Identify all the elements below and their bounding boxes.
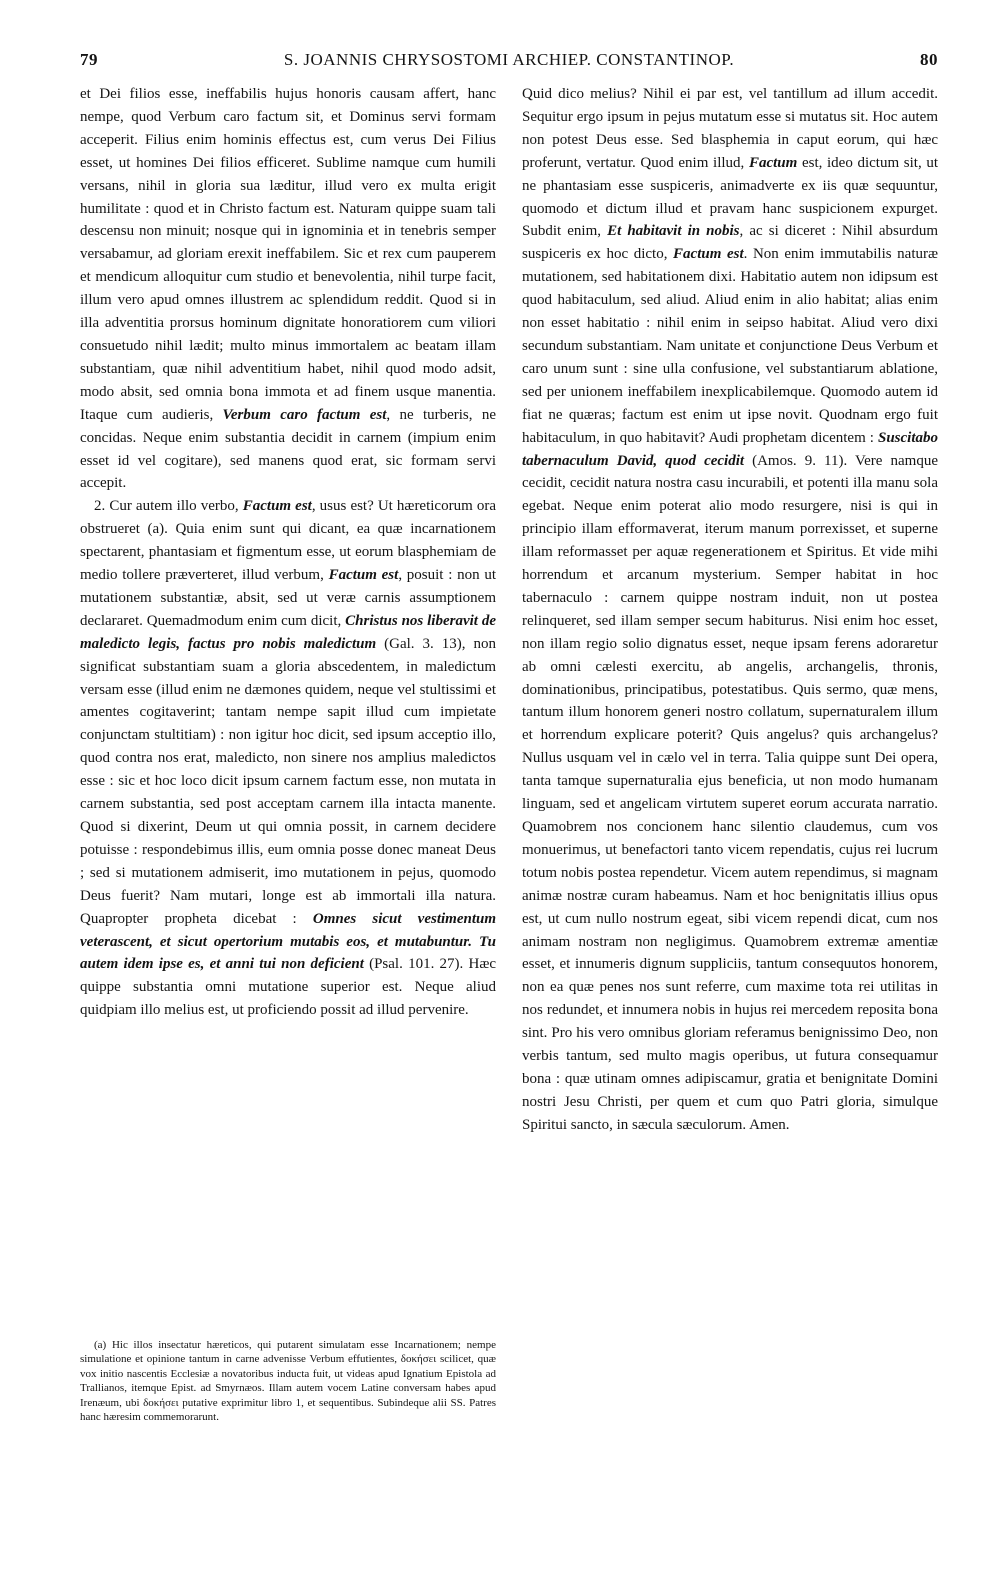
running-title: S. JOANNIS CHRYSOSTOMI ARCHIEP. CONSTANTINOP. (283, 50, 735, 69)
paragraph: Quid dico melius? Nihil ei par est, vel tantillum ad illum accedit. Sequitur ergo ipsum in pejus mutatum esse si mutatus sit. Hoc autem non potest Deus esse. Sed blasphemia in caput eorum, qui hæc proferunt, vertatur. Quod enim illud, Factum est, ideo dictum sit, ut ne phantasiam esse suspiceris, animadverte ex iis quæ sequuntur, quomodo et dictum illud et pravam hanc suspicionem expurget. Subdit enim, Et habitavit in nobis, ac si diceret : Nihil absurdum suspiceris ex hoc dicto, Factum est. Non enim immutabilis naturæ mutationem, sed habitationem dixi. Habitatio autem non idipsum est quod habitaculum, sed aliud. Aliud enim in alio habitat; alias enim non esset habitatio : nihil enim in seipso habitat. Aliud vero dixi secundum substantiam. Nam unitate et conjunctione Deus Verbum et caro unum sunt : sine ulla confusione, vel substantiarum ablatione, sed per unionem ineffabilem inexplicabilemque. Quomodo autem id fiat ne quæras; factum est enim ut ipse novit. Quodnam ergo fuit habitaculum, in quo habitavit? Audi prophetam dicentem : Suscitabo tabernaculum David, quod cecidit (Amos. 9. 11). Vere namque cecidit, cecidit natura nostra casu incurabili, et potenti illa manu sola egebat. Neque enim poterat alio modo resurgere, nisi is qui in principio illam efformaverat, iterum manum porrexisset, et superne illam reformasset per aquæ regenerationem et Spiritus. Et vide mihi horrendum et arcanum mysterium. Semper habitat in hoc tabernaculo : carnem quippe nostram induit, non ut postea relinqueret, sed illam semper secum habiturus. Nisi enim hoc esset, non illam regio solio dignatus esset, neque ipsam ferens adoraretur ab omni cælesti exercitu, ab angelis, archangelis, thronis, dominationibus, principatibus, potestatibus. Quis sermo, quæ mens, tantum illum honorem generi nostro collatum, supernaturalem illum et horrendum explicare poterit? Quis angelus? quis archangelus? Nullus usquam vel in cælo vel in terra. Talia quippe sunt Dei opera, tanta tamque supernaturalia ejus beneficia, ut non modo humanam linguam, sed et angelicam virtutem superet eorum accurata narratio. Quamobrem nos concionem hanc silentio claudemus, cum vos monuerimus, ut benefactori tanto vicem rependatis, cujus rei lucrum totum nobis postea rependetur. Vicem autem rependimus, si magnam animæ nostræ curam habeamus. Nam et hoc benignitatis illius opus est, ut cum nullo nostrum egeat, sibi vicem rependi dicat, cum nos animam nostram non negligimus. Quamobrem extremæ amentiæ esset, et innumeris dignum suppliciis, tantum consequutos honorem, non ea quæ penes nos sunt referre, cum maxime tota rei utilitas in nos redundet, et innumera nobis in hujus rei mercedem reposita bona sint. Pro his vero omnibus gloriam referamus benignissimo Deo, non verbis tantum, sed multo magis operibus, ut futura consequamur bona : quæ utinam omnes adipiscamur, gratia et benignitate Domini nostri Jesu Christi, per quem et cum quo Patri gloria, simulque Spiritui sancto, in sæcula sæculorum. Amen. (522, 86, 939, 1133)
paragraph: 2. Cur autem illo verbo, Factum est, usus est? Ut hæreticorum ora obstrueret (a). Quia enim sunt qui dicant, ea quæ incarnationem spectarent, phantasiam et figmentum esse, ut eorum blasphemiam de medio tollere præverteret, illud verbum, Factum est, posuit : non ut mutationem substantiæ, absit, sed ut veræ carnis assumptionem declararet. Quemadmodum enim cum dicit, Christus nos liberavit de maledicto legis, factus pro nobis maledictum (Gal. 3. 13), non significat substantiam suam a gloria abscedentem, in maledictum versam esse (illud enim ne dæmones quidem, neque vel stultissimi et amentes cogitaverint; tantam nempe sapit illud cum impietate conjunctam stultitiam) : non igitur hoc dicit, sed ipsum acceptio illo, quod contra nos erat, maledicto, non sinere nos amplius maledictos esse : sic et hoc loco dicit ipsum carnem factum esse, non mutata in carnem substantia, sed post acceptam carnem illa intacta manente. Quod si dixerint, Deum ut qui omnia possit, in carnem decidere potuisse : respondebimus illis, eum omnia posse donec maneat Deus ; sed si mutationem admiserit, imo mutationem in pejus, quomodo Deus fuerit? Nam mutari, longe est ab immortali illa natura. Quapropter propheta dicebat : Omnes sicut vestimentum veterascent, et sicut opertorium mutabis eos, et mutabuntur. Tu autem idem ipse es, et anni tui non deficient (Psal. 101. 27). Hæc quippe substantia omni mutatione superior est. Neque aliud quidpiam illo melius est, ut proficiendo possit ad illud pervenire. (80, 498, 497, 1019)
page-header (80, 50, 938, 80)
footnote (80, 1338, 496, 1424)
footnote-mark: (a) (94, 1339, 107, 1351)
scripture-quote: Verbum caro factum est (222, 406, 387, 423)
footnote-text: Hic illos insectatur hæreticos, qui putarent simulatam esse Incarnationem; nempe simulatione et opinione tantum in carne advenisse Verbum effutientes, δοκήσει scilicet, quæ vox initio nascentis Ecclesiæ a novatoribus inducta fuit, ut videas apud Ignatium Epistola ad Trallianos, itemque Epist. ad Smyrnæos. Illam autem vocem Latine conversam habes apud Irenæum, ubi δοκήσει putative exprimitur libro 1, et sequentibus. Subindeque alii SS. Patres hanc hæresim commemorarunt. (80, 1339, 496, 1424)
scripture-quote: Factum est (673, 246, 744, 263)
page-number-right: 80 (920, 50, 938, 69)
scripture-quote: Factum est (242, 498, 312, 515)
right-column (522, 83, 938, 1137)
scripture-quote: Suscitabo tabernaculum David, quod cecidit (522, 429, 939, 469)
paragraph: et Dei filios esse, ineffabilis hujus honoris causam affert, hanc nempe, quod Verbum caro factum sit, et Dominus servi formam acceperit. Filius enim hominis effectus est, cum verus Dei Filius esset, ut homines Dei filios efficeret. Sublime namque cum humili versans, nihil in gloria sua læditur, illud vero ex multa erigit humilitate : quod et in Christo factum est. Naturam quippe suam tali descensu non minuit; nosque qui in ignominia et in tenebris semper versabamur, ad gloriam erexit ineffabilem. Sic et rex cum pauperem et mendicum alloquitur cum studio et benevolentia, nihil turpe facit, illum vero apud omnes illustrem ac splendidum reddit. Quod si in illa adventitia prorsus hominum dignitate honoratiorem cum viliori consuetudo nihil lædit; multo minus immortalem ac beatam illam substantiam, quæ nihil adventitium habet, nihil quod modo adsit, modo absit, sed omnia bona immota et ad finem usque manentia. Itaque cum audieris, Verbum caro factum est, ne turberis, ne concidas. Neque enim substantia decidit in carnem (impium enim esset id vel cogitare), sed manens quod erat, sic formam servi accepit. (80, 86, 497, 492)
scripture-quote: Factum est (328, 567, 399, 584)
page-number-left: 79 (80, 50, 98, 69)
scripture-quote: Factum (748, 154, 798, 171)
scripture-quote: Et habitavit in nobis (607, 223, 740, 240)
scripture-quote: Omnes sicut vestimentum veterascent, et sicut opertorium mutabis eos, et mutabuntur. Tu autem idem ipse es, et anni tui non deficient (80, 910, 497, 973)
scripture-quote: Christus nos liberavit de maledicto legis, factus pro nobis maledictum (80, 612, 496, 652)
left-column (80, 83, 496, 1022)
